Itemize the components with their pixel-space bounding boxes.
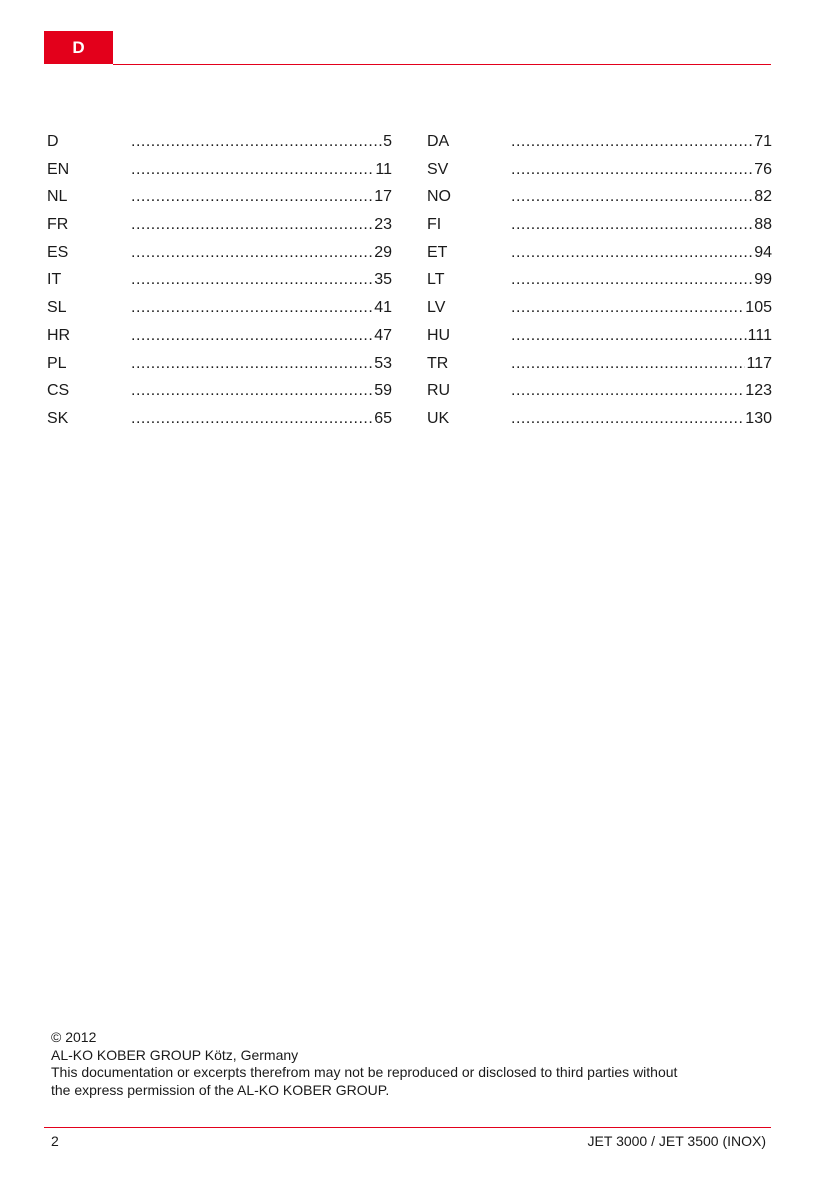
toc-page-number: 111: [747, 326, 772, 344]
toc-dot-leader: [131, 211, 373, 239]
toc-page-number: 53: [374, 354, 392, 372]
legal-notice-line: the express permission of the AL-KO KOBER GROUP.: [51, 1081, 390, 1098]
toc-entry[interactable]: [47, 322, 392, 350]
toc-entry[interactable]: [427, 405, 772, 433]
company-name: AL-KO KOBER GROUP Kötz, Germany: [51, 1046, 299, 1063]
toc-page-number: 65: [374, 409, 392, 427]
toc-entry[interactable]: [427, 322, 772, 350]
toc-language-code: ES: [47, 243, 69, 261]
toc-language-code: IT: [47, 271, 62, 289]
toc-dot-leader: [131, 239, 373, 267]
toc-page-number: 71: [754, 133, 772, 150]
toc-dot-leader: [131, 322, 373, 350]
toc-page-number: 17: [374, 188, 392, 206]
toc-entry[interactable]: [427, 156, 772, 184]
toc-language-code: ET: [427, 243, 448, 261]
page-number: 2: [51, 1133, 59, 1149]
toc-entry[interactable]: [47, 239, 392, 267]
toc-language-code: UK: [427, 409, 450, 427]
toc-dot-leader: [131, 128, 382, 156]
toc-language-code: NL: [47, 188, 68, 206]
toc-dot-leader: [131, 377, 373, 405]
toc-page-number: 59: [374, 382, 392, 400]
toc-page-number: 47: [374, 326, 392, 344]
legal-notice-line: This documentation or excerpts therefrom may not be reproduced or disclosed to third parties without: [51, 1064, 678, 1080]
toc-entry[interactable]: [47, 377, 392, 405]
toc-entry[interactable]: [47, 350, 392, 378]
toc-page-number: 23: [374, 216, 392, 234]
toc-dot-leader: [511, 405, 744, 433]
toc-language-code: SV: [427, 160, 449, 178]
toc-page-number: 123: [745, 382, 772, 400]
toc-dot-leader: [511, 294, 744, 322]
toc-dot-leader: [511, 239, 753, 267]
document-title: JET 3000 / JET 3500 (INOX): [587, 1133, 766, 1149]
toc-page-number: 41: [374, 299, 392, 317]
toc-entry[interactable]: [427, 239, 772, 267]
copyright-year: © 2012: [51, 1029, 97, 1045]
toc-entry[interactable]: [47, 266, 392, 294]
toc-language-code: NO: [427, 188, 451, 206]
toc-entry[interactable]: [427, 266, 772, 294]
toc-dot-leader: [511, 377, 744, 405]
toc-dot-leader: [511, 156, 753, 184]
toc-language-code: TR: [427, 354, 449, 372]
toc-language-code: D: [47, 133, 59, 150]
toc-entry[interactable]: [427, 128, 772, 156]
toc-dot-leader: [131, 294, 373, 322]
toc-entry[interactable]: [427, 377, 772, 405]
toc-language-code: HU: [427, 326, 451, 344]
toc-dot-leader: [511, 211, 753, 239]
toc-dot-leader: [131, 156, 374, 184]
toc-language-code: SL: [47, 299, 67, 317]
toc-language-code: PL: [47, 354, 67, 372]
toc-column-right: [427, 128, 772, 433]
toc-column-left: [47, 128, 392, 433]
toc-page-number: 94: [754, 243, 772, 261]
toc-page-number: 76: [754, 160, 772, 178]
copyright-notice: [51, 1029, 781, 1099]
toc-entry[interactable]: [47, 405, 392, 433]
toc-dot-leader: [511, 350, 745, 378]
toc-page-number: 99: [754, 271, 772, 289]
toc-dot-leader: [131, 266, 373, 294]
toc-dot-leader: [511, 128, 753, 156]
toc-page-number: 29: [374, 243, 392, 261]
toc-page-number: 88: [754, 216, 772, 234]
toc-dot-leader: [131, 405, 373, 433]
toc-entry[interactable]: [427, 183, 772, 211]
footer-divider: [44, 1127, 771, 1128]
toc-entry[interactable]: [427, 294, 772, 322]
toc-language-code: RU: [427, 382, 451, 400]
toc-dot-leader: [511, 183, 753, 211]
toc-dot-leader: [511, 322, 747, 350]
language-tab: D: [44, 31, 113, 64]
toc-page-number: 130: [745, 409, 772, 427]
toc-dot-leader: [131, 183, 373, 211]
toc-page-number: 5: [383, 133, 392, 150]
toc-page-number: 82: [754, 188, 772, 206]
toc-page-number: 117: [746, 354, 772, 372]
toc-language-code: SK: [47, 409, 69, 427]
toc-language-code: LT: [427, 271, 445, 289]
toc-dot-leader: [131, 350, 373, 378]
toc-entry[interactable]: [47, 183, 392, 211]
toc-language-code: DA: [427, 133, 450, 150]
header-divider: [113, 64, 771, 65]
toc-page-number: 11: [375, 160, 392, 178]
toc-page-number: 35: [374, 271, 392, 289]
toc-entry[interactable]: [427, 350, 772, 378]
toc-language-code: EN: [47, 160, 70, 178]
toc-entry[interactable]: [427, 211, 772, 239]
toc-dot-leader: [511, 266, 753, 294]
toc-language-code: FI: [427, 216, 442, 234]
toc-entry[interactable]: [47, 128, 392, 156]
toc-entry[interactable]: [47, 211, 392, 239]
toc-entry[interactable]: [47, 156, 392, 184]
toc-entry[interactable]: [47, 294, 392, 322]
toc-language-code: FR: [47, 216, 69, 234]
toc-language-code: HR: [47, 326, 71, 344]
toc-language-code: CS: [47, 382, 70, 400]
toc-page-number: 105: [745, 299, 772, 317]
toc-language-code: LV: [427, 299, 446, 317]
